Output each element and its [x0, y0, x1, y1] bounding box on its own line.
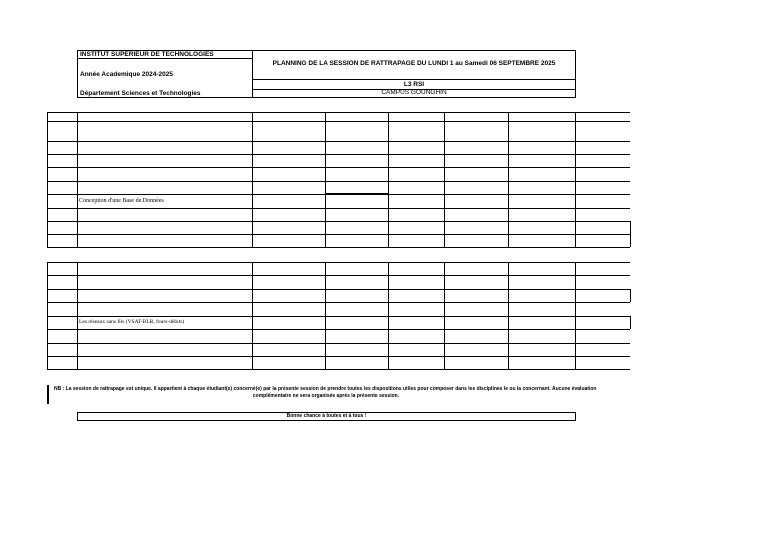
table2-col-line	[508, 262, 509, 369]
note-line-1: NB : La session de rattrapage est unique. Il appartient à chaque étudiant(e) concerné(e) par la présente session de prendre toutes les dispositions utiles pour composer dans les disciplines le ou la concernant. Aucune évaluation	[54, 386, 597, 392]
table1-col-line	[325, 112, 326, 247]
table2-row-line	[47, 356, 630, 357]
campus-label: CAMPUS GOUNGHIN	[381, 89, 447, 96]
table1-col-line	[508, 112, 509, 247]
table1-col-line	[252, 112, 253, 247]
table2-row-line	[47, 289, 630, 290]
table1-row-line	[47, 234, 630, 235]
institute-name: INSTITUT SUPERIEUR DE TECHNOLOGIES	[80, 51, 214, 58]
table1-col-line	[630, 221, 631, 247]
table2-row-line	[47, 343, 630, 344]
table2-col-line	[47, 262, 48, 369]
table2-row-line	[47, 316, 630, 317]
table1-row-line	[47, 121, 630, 122]
table1-col-line	[575, 112, 576, 247]
table1-row-line	[47, 208, 630, 209]
table1-col-line	[77, 112, 78, 247]
table2-row-line	[47, 275, 630, 276]
table2-row-line	[47, 302, 630, 303]
table1-col-line	[47, 112, 48, 247]
department-name: Département Sciences et Technologies	[80, 90, 201, 97]
table1-row-line	[47, 141, 630, 142]
table1-row-line	[47, 247, 630, 248]
table2-col-line	[325, 262, 326, 369]
note-line-2: complémentaire ne sera organisée après la présente session.	[252, 393, 400, 399]
table2-col-line	[252, 262, 253, 369]
table1-accent-line	[325, 193, 388, 195]
table2-col-line	[444, 262, 445, 369]
table2-col-line	[388, 262, 389, 369]
table2-row-line	[47, 262, 630, 263]
table1-row-line	[47, 221, 630, 222]
table1-row-line	[47, 167, 630, 168]
table2-col-line	[575, 262, 576, 369]
header-divider	[77, 58, 253, 59]
table2-row-line	[47, 369, 630, 370]
table1-row-line	[47, 112, 630, 113]
course-label-database: Conception d'une Base de Données	[79, 198, 164, 204]
course-label-wireless: Les réseaux sans fils (VSAT-BLR, fours-débits)	[79, 319, 185, 325]
level-divider-top	[252, 79, 576, 80]
table2-col-line	[77, 262, 78, 369]
table2-col-line	[630, 289, 631, 302]
table1-col-line	[444, 112, 445, 247]
academic-year: Année Academique 2024-2025	[80, 71, 173, 78]
level-label: L3 RSI	[403, 81, 425, 88]
planning-title: PLANNING DE LA SESSION DE RATTRAPAGE DU LUNDI 1 au Samedi 06 SEPTEMBRE 2025	[272, 60, 556, 67]
good-luck-message: Bonne chance à toutes et à tous !	[286, 413, 367, 419]
table1-col-line	[388, 112, 389, 247]
note-margin-bar	[47, 385, 49, 404]
table2-row-line	[47, 329, 630, 330]
table1-row-line	[47, 181, 630, 182]
table1-row-line	[47, 154, 630, 155]
table2-col-line	[630, 316, 631, 329]
